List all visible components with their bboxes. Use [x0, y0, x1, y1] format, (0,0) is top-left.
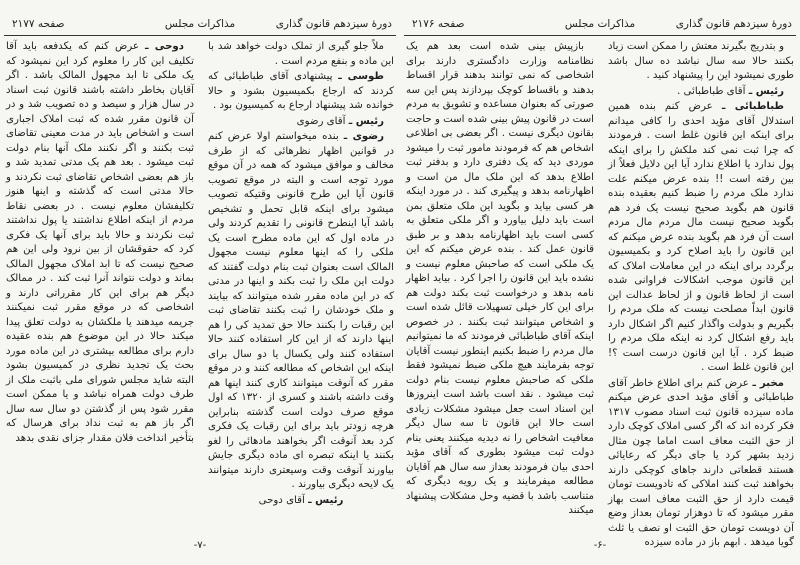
paragraph-text: آقای دوحی [258, 494, 305, 506]
text-column-right [608, 40, 794, 548]
paragraph [6, 40, 194, 446]
speaker-name: رضوی ـ [343, 131, 385, 142]
legislative-period: دورهٔ سیزدهم قانون گذاری [275, 18, 392, 30]
paragraph-text: ملاً جلو گیری از تملک دولت خواهد شد با این ماده و بنفع مردم است . [208, 41, 394, 67]
page-number: صفحه ۲۱۷۷ [12, 18, 65, 30]
text-column-left [406, 40, 594, 536]
paragraph-text: عرض کنم بنده همین استدلال آقای مؤید احدی را کافی میدانم برای اینکه این قانون غلط است . فرمودند که چرا ثبت نمی کند ملکش را برای اینکه پول ندارد یا اطلاع ندارد آیا این دلایل فعلاً از بین رفته است !! بنده عرض میکنم علت ندارد ملک مردم را ضبط کنیم بعقیده بنده قانون هم بگوید صحیح نیست یک فرد هم بگوید صحیح نیست مال مردم مال مردم است آن فرد هم بگوید بنده عرض میکنم که این قانون را باید اصلاح کرد و بکمیسیون برگردد برای اینکه در این معاملات املاک که این قانون موجب اشکالات فراوانی شده است از لحاظ قانون و از لحاظ عدالت این قانون ابداً مصلحت نیست که ملک مردم را بگیریم و بدولت واگذار کنیم اگر اشکال دارد باید رفع اشکال کرد نه اینکه ملک مردم را ضبط کرد . آیا این قانون درست است ؟! این قانون غلط است . [608, 101, 794, 373]
speaker-name: طوسی ـ [338, 71, 384, 82]
legislative-period: دورهٔ سیزدهم قانون گذاری [675, 18, 792, 30]
paragraph [608, 377, 794, 551]
paragraph [208, 40, 394, 69]
paragraph [608, 100, 794, 376]
page-2177 [4, 0, 396, 565]
page-footer-number: -۶- [593, 540, 607, 551]
page-header [404, 18, 796, 34]
header-rule [4, 35, 396, 36]
speaker-name: رئیس ـ [348, 115, 384, 127]
page-2176 [404, 0, 796, 565]
header-rule [404, 35, 796, 36]
paragraph-text: عرض کنم که یکدفعه باید آقا تکلیف این کار را معلوم کرد این نمیشود که یک ملکی تا ابد مجهول المالک باشد . اگر آقایان بخاطر داشته باشند قانون ثبت اسناد در سال هزار و سیصد و ده تصویب شد و در آن قانون مقرر شده که ثبت املاک اجباری است و اشخاص باید در مدت معینی تقاضای ثبت بکنند و اگر نکنند ملک آنها بنام دولت ثبت میشود . بعد هم یک مدتی تمدید شد و باز هم بعضی اشخاص تقاضای ثبت نکردند و حالا مدتی است که گذشته و اینها هنوز تکلیفشان معلوم نیست . در بعضی نقاط مردم از اینکه اطلاع نداشتند یا پول نداشتند ثبت نکردند و حالا باید برای آنها یک فکری کرد که حقوقشان از بین نرود ولی این هم صحیح نیست که تا ابد املاک مجهول المالک بماند و دولت نتواند آنرا ثبت کند . در ممالک دیگر هم برای این کار مقرراتی دارند و اشخاصی که در موقع مقرر ثبت نمیکنند جریمه میدهند یا ملکشان به دولت تعلق پیدا میکند حالا در این موضوع هم بنده عقیده دارم برای مطالعه بیشتری در این ماده مورد بحث یک تجدید نظری در کمیسیون بشود البته شاید مجلس شورای ملی باثبت ملک از طرف دولت همراه نباشد و یا ممکن است مقرر شود پس از گذشتن دو سال سه سال اگر باز هم به ثبت نداد برای هرسال که بتأخیر انداخت فلان مقدار جزای نقدی بدهد [6, 41, 194, 444]
page-header [4, 18, 396, 34]
text-column-right [208, 40, 394, 536]
paragraph-text: بازپیش بینی شده است بعد هم یک نظامنامه وزارت دادگستری دارند برای اشخاصی که نمی توانند بدهند قرار اقساط بدهند و باقساط کوچک بپردازند پس این سه صورتی که بعنوان مساعده و تشویق به مردم است در قانون پیش بینی شده است و حاجت بقانون دیگری نیست . اگر بعضی بی اطلاعی اشخاص هم که فرمودند مامور ثبت را میشود موردی دید که یک دفتری دارد و بدفتر ثبت اطلاع بدهد که این ملک مال من است و اظهارنامه بدهد و پیگیری کند . در مورد اینکه هر کسی بیاید و بگوید این ملک متعلق بمن است باید دلیل بیاورد و اگر ملکی متعلق به کسی است باید اظهارنامه بدهد و بر طبق قانون عمل کند . بنده عرض میکنم که این یک ملکی است که صاحبش معلوم نیست و نشده باید این قانون را اجرا کرد . بیاید اظهار نامه بدهد و درخواست ثبت بکند دولت هم برای این کار خیلی تسهیلات قائل شده است و اشخاص میتوانند ثبت بکنند . در خصوص اینکه آقای طباطبائی فرمودند که ما نمیتوانیم مال مردم را ضبط بکنیم اینطور نیست آقایان توجه بفرمایند هیچ ملکی ضبط نمیشود فقط ملکی که صاحبش معلوم نیست بنام دولت ثبت میشود . نقد است باشد است اینروزها این اسناد است جعل میشود مشکلات زیادی است حالا این قانون تا سه سال دیگر معافیت اشخاص را نه دیدیه میکنند یعنی بنام دولت ثبت میشود بطوری که آقای مؤید احدی بیان فرمودند بعداز سه سال هم آقایان مطالعه میفرمایند و یک رویه دیگری که متناسب باشد با قضیه وحل مشکلات پیشنهاد میکنند [406, 41, 594, 516]
text-column-left [6, 40, 194, 536]
paragraph [406, 40, 594, 519]
page-footer-number: -۷- [193, 540, 207, 551]
speaker-name: مخبر ـ [752, 377, 784, 389]
paragraph-text: عرض کنم برای اطلاع خاطر آقای طباطبائی و آقای مؤید احدی عرض میکنم ماده سیزده قانون ثبت اسناد مصوب ۱۳۱۷ فکر کرده اند که اگر کسی املاک کوچک دارد از حق الثبت معاف است اماما چون مثال زدید بشهر کرد یا جای دیگر که رعایائی هستند قطعاتی دارند جاهای کوچکی دارند بخواهند ثبت کنند املاکی که تادویست تومان قیمت دارد از حق الثبت معاف است بهاز مقرر میشود که تا دوهزار تومان بعداز وضع آن دویست تومان حق الثبت او نصف یا ثلث گویا میدهد . ابهم باز در ماده سیزده [608, 377, 794, 548]
page-number: صفحه ۲۱۷۶ [412, 18, 465, 30]
paragraph [208, 70, 394, 114]
header-title: مذاکرات مجلس [164, 18, 236, 30]
speaker-name: طباطبائی ـ [721, 101, 784, 112]
paragraph-text: پیشنهادی آقای طباطبائی که کردند که ارجاع بکمیسیون بشود و حالا خوانده شد پیشنهاد ارجاع به کمیسیون بود . [208, 71, 394, 111]
paragraph [208, 494, 394, 509]
speaker-name: رئیس ـ [748, 85, 784, 97]
speaker-name: رئیس ـ [308, 494, 344, 506]
paragraph [208, 115, 394, 130]
paragraph-text: آقای طباطبائی . [677, 85, 746, 97]
paragraph-text: آقای رضوی [296, 115, 346, 127]
paragraph [208, 130, 394, 493]
header-title: مذاکرات مجلس [564, 18, 636, 30]
paragraph [608, 85, 794, 100]
paragraph [608, 40, 794, 84]
paragraph-text: و بتدریج بگیرند معتش را ممکن است زیاد بکنند حالا سه سال نباشد ده سال باشد طوری نمیشود این را پیشنهاد کنید . [608, 41, 794, 81]
speaker-name: دوحی ـ [144, 41, 184, 52]
paragraph-text: بنده میخواستم اولا عرض کنم در قوانین اظهار نظرهائی که از طرف مخالف و موافق میشود که همه در آن موقع مورد توجه است و البته در موقع تصویب قانون آیا این طرح قانونی وقتیکه تصویب میشود برای اینکه قابل تحمل و تشخیص باشد آیا اینطرح قانونی را تقدیم کردند ولی در ماده اول که این ماده مطرح است یک ملکی را که اینها معلوم نیست مجهول المالک است بعنوان ثبت بنام دولت گفتند که دولت این ملک را ثبت بکند و اینها در مدتی که در این ماده مقرر شده میتوانند که بیایند و ملک خودشان را ثبت بکنند تقاضای ثبت این رقبات را بکنند حالا حق تمدید کی را هم اینها دارند که از این کار استفاده کنند حالا استفاده کنند ولی یکسال یا دو سال برای اینکه این اشخاص که مطالعه کنند و در موقع مقرر که آنوقت میتوانند کاری کنند اینها هم وقت داشته باشند و کسری از ۱۳۲۰ که اول موقع صرف دولت است گذشته بنابراین هرچه زودتر باید برای این رقبات یک فکری کرد بعد آنوقت اگر بخواهند مادهائی را لغو بکنند یا اینکه تبصره ای ماده دیگری جایش بیاورند آنوقت وقت وسیعتری دارند میتوانند یک لایحه دیگری بیاورند . [208, 131, 394, 490]
